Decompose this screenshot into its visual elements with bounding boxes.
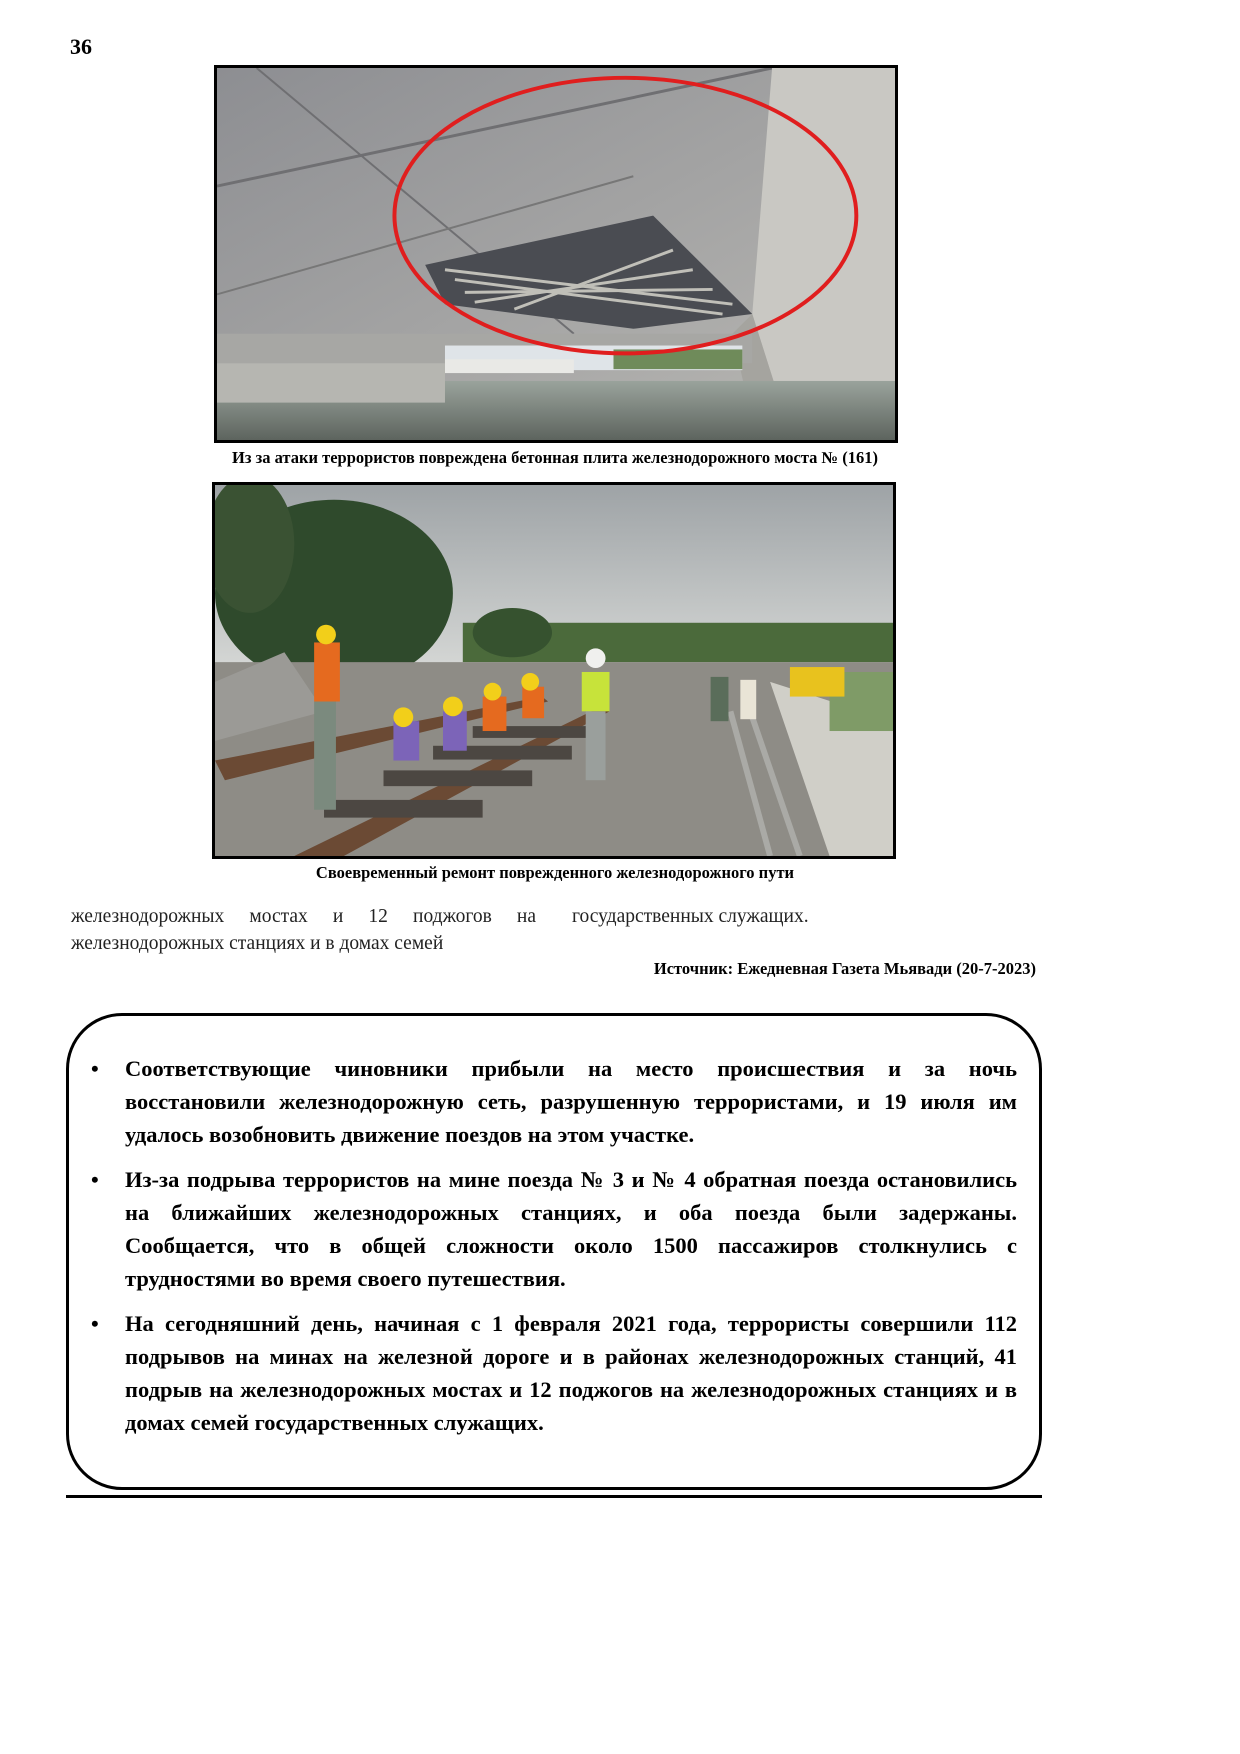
summary-bullet-text: Из-за подрыва террористов на мине поезда № 3 и № 4 обратная поезда остановились на ближайших железнодорожных станциях, и оба поезда были задержаны. Сообщается, что в общей сложности около 1500 пассажиров столкнулись с трудностями во время своего путешествия.: [125, 1167, 1017, 1291]
summary-bullet-item: [91, 1307, 1017, 1439]
summary-bullet-item: [91, 1052, 1017, 1151]
bridge-damage-photo: [214, 65, 898, 443]
page-number: 36: [70, 34, 92, 59]
summary-bullet-text: На сегодняшний день, начиная с 1 февраля 2021 года, террористы совершили 112 подрывов на минах на железной дороге и в районах железнодорожных станций, 41 подрыв на железнодорожных мостах и 12 поджогов на железнодорожных станциях и в домах семей государственных служащих.: [125, 1311, 1017, 1435]
bullet-icon: •: [91, 1056, 99, 1081]
figure-caption-1: Из за атаки террористов повреждена бетонная плита железнодорожного моста № (161): [231, 448, 879, 467]
bridge-damage-image: [217, 68, 895, 440]
figure-caption-2: Своевременный ремонт поврежденного железнодорожного пути: [315, 863, 795, 882]
track-repair-photo: [212, 482, 896, 859]
track-repair-image: [215, 485, 893, 856]
bullet-icon: •: [91, 1311, 99, 1336]
summary-bullet-item: [91, 1163, 1017, 1295]
summary-bullet-list: [91, 1052, 1017, 1451]
body-text-left-column: железнодорожных мостах и 12 поджогов на железнодорожных станциях и в домах семей: [71, 906, 536, 954]
source-attribution: Источник: Ежедневная Газета Мьявади (20-7-2023): [653, 959, 1036, 978]
bullet-icon: •: [91, 1167, 99, 1192]
summary-bullet-text: Соответствующие чиновники прибыли на место происшествия и за ночь восстановили железнодорожную сеть, разрушенную террористами, и 19 июля им удалось возобновить движение поездов на этом участке.: [125, 1056, 1017, 1147]
summary-box: [66, 1013, 1042, 1490]
body-text-right-column: государственных служащих.: [572, 906, 809, 927]
footer-rule: [66, 1495, 1042, 1498]
